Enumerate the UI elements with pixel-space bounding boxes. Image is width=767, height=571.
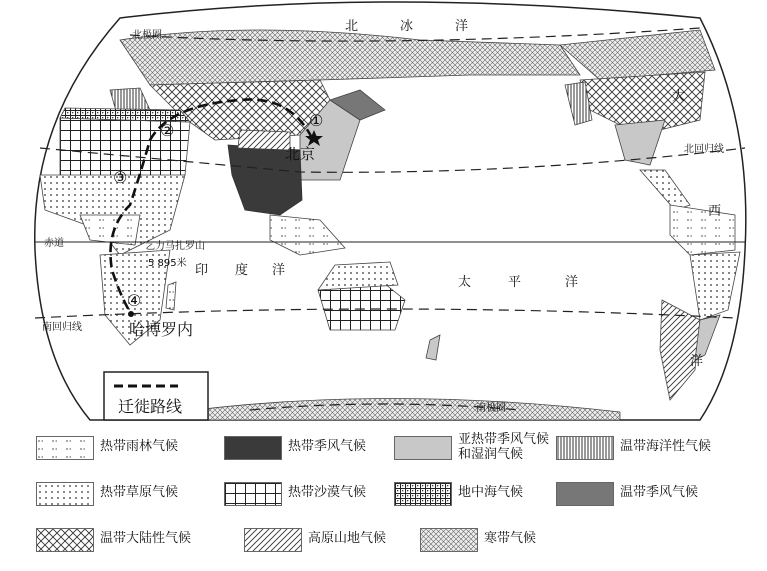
temperate-monsoon-swatch bbox=[556, 482, 614, 506]
ocean-arctic-1: 北 bbox=[345, 19, 359, 34]
ocean-atlantic-1: 大 bbox=[672, 89, 686, 104]
legend-label-desert: 热带沙漠气候 bbox=[288, 485, 367, 500]
ocean-atlantic-3: 洋 bbox=[690, 354, 704, 369]
legend-label-continental: 温带大陆性气候 bbox=[100, 531, 192, 546]
rainforest-swatch bbox=[36, 436, 94, 460]
ocean-indian-2: 度 bbox=[235, 263, 249, 278]
ocean-indian-3: 洋 bbox=[272, 263, 286, 278]
ocean-arctic-2: 冰 bbox=[400, 19, 414, 34]
antarctic-circle-label: 南极圈 bbox=[476, 403, 506, 414]
legend-row-1 bbox=[0, 432, 767, 472]
legend-row-3 bbox=[0, 524, 767, 564]
legend-label-highland: 高原山地气候 bbox=[308, 531, 387, 546]
equator-label: 赤道 bbox=[44, 238, 64, 249]
legend-label-mediterranean: 地中海气候 bbox=[458, 485, 524, 500]
tropical-monsoon-swatch bbox=[224, 436, 282, 460]
legend-label-temperate-monsoon: 温带季风气候 bbox=[620, 485, 699, 500]
legend-label-tropical-monsoon: 热带季风气候 bbox=[288, 439, 367, 454]
ocean-pacific-3: 洋 bbox=[565, 275, 579, 290]
ocean-arctic-3: 洋 bbox=[455, 19, 469, 34]
polar-swatch bbox=[420, 528, 478, 552]
desert-swatch bbox=[224, 482, 282, 506]
marker-4: ④ bbox=[127, 291, 142, 310]
legend-label-subtropical: 亚热带季风气候和湿润气候 bbox=[458, 432, 550, 462]
marine-swatch bbox=[556, 436, 614, 460]
legend-label-savanna: 热带草原气候 bbox=[100, 485, 179, 500]
savanna-swatch bbox=[36, 482, 94, 506]
beijing-label: 北京 bbox=[285, 145, 316, 163]
kilimanjaro-label: 乞力马扎罗山 bbox=[145, 241, 205, 252]
kilimanjaro-height: 5 895米 bbox=[148, 258, 187, 269]
tropic-capricorn-label: 南回归线 bbox=[42, 322, 82, 333]
legend-label-marine: 温带海洋性气候 bbox=[620, 439, 712, 454]
legend-row-2 bbox=[0, 478, 767, 518]
gaborone-label: 哈博罗内 bbox=[129, 320, 194, 339]
highland-swatch bbox=[244, 528, 302, 552]
arctic-circle-label: 北极圈 bbox=[132, 30, 162, 41]
marker-3: ③ bbox=[113, 168, 128, 187]
ocean-atlantic-2: 西 bbox=[708, 204, 722, 219]
ocean-pacific-2: 平 bbox=[508, 275, 522, 290]
route-legend-label: 迁徙路线 bbox=[118, 397, 183, 416]
gaborone-dot bbox=[128, 311, 134, 317]
ocean-pacific-1: 太 bbox=[458, 275, 472, 290]
tibet-highland bbox=[238, 130, 290, 150]
madagascar bbox=[166, 282, 176, 310]
marker-2: ② bbox=[160, 121, 175, 140]
mediterranean-swatch bbox=[394, 482, 452, 506]
continental-swatch bbox=[36, 528, 94, 552]
subtropical-swatch bbox=[394, 436, 452, 460]
marker-1: ① bbox=[309, 111, 324, 130]
legend-label-polar: 寒带气候 bbox=[484, 531, 537, 546]
tropic-cancer-label: 北回归线 bbox=[684, 144, 724, 155]
legend-label-rainforest: 热带雨林气候 bbox=[100, 439, 179, 454]
ocean-indian-1: 印 bbox=[195, 263, 209, 278]
